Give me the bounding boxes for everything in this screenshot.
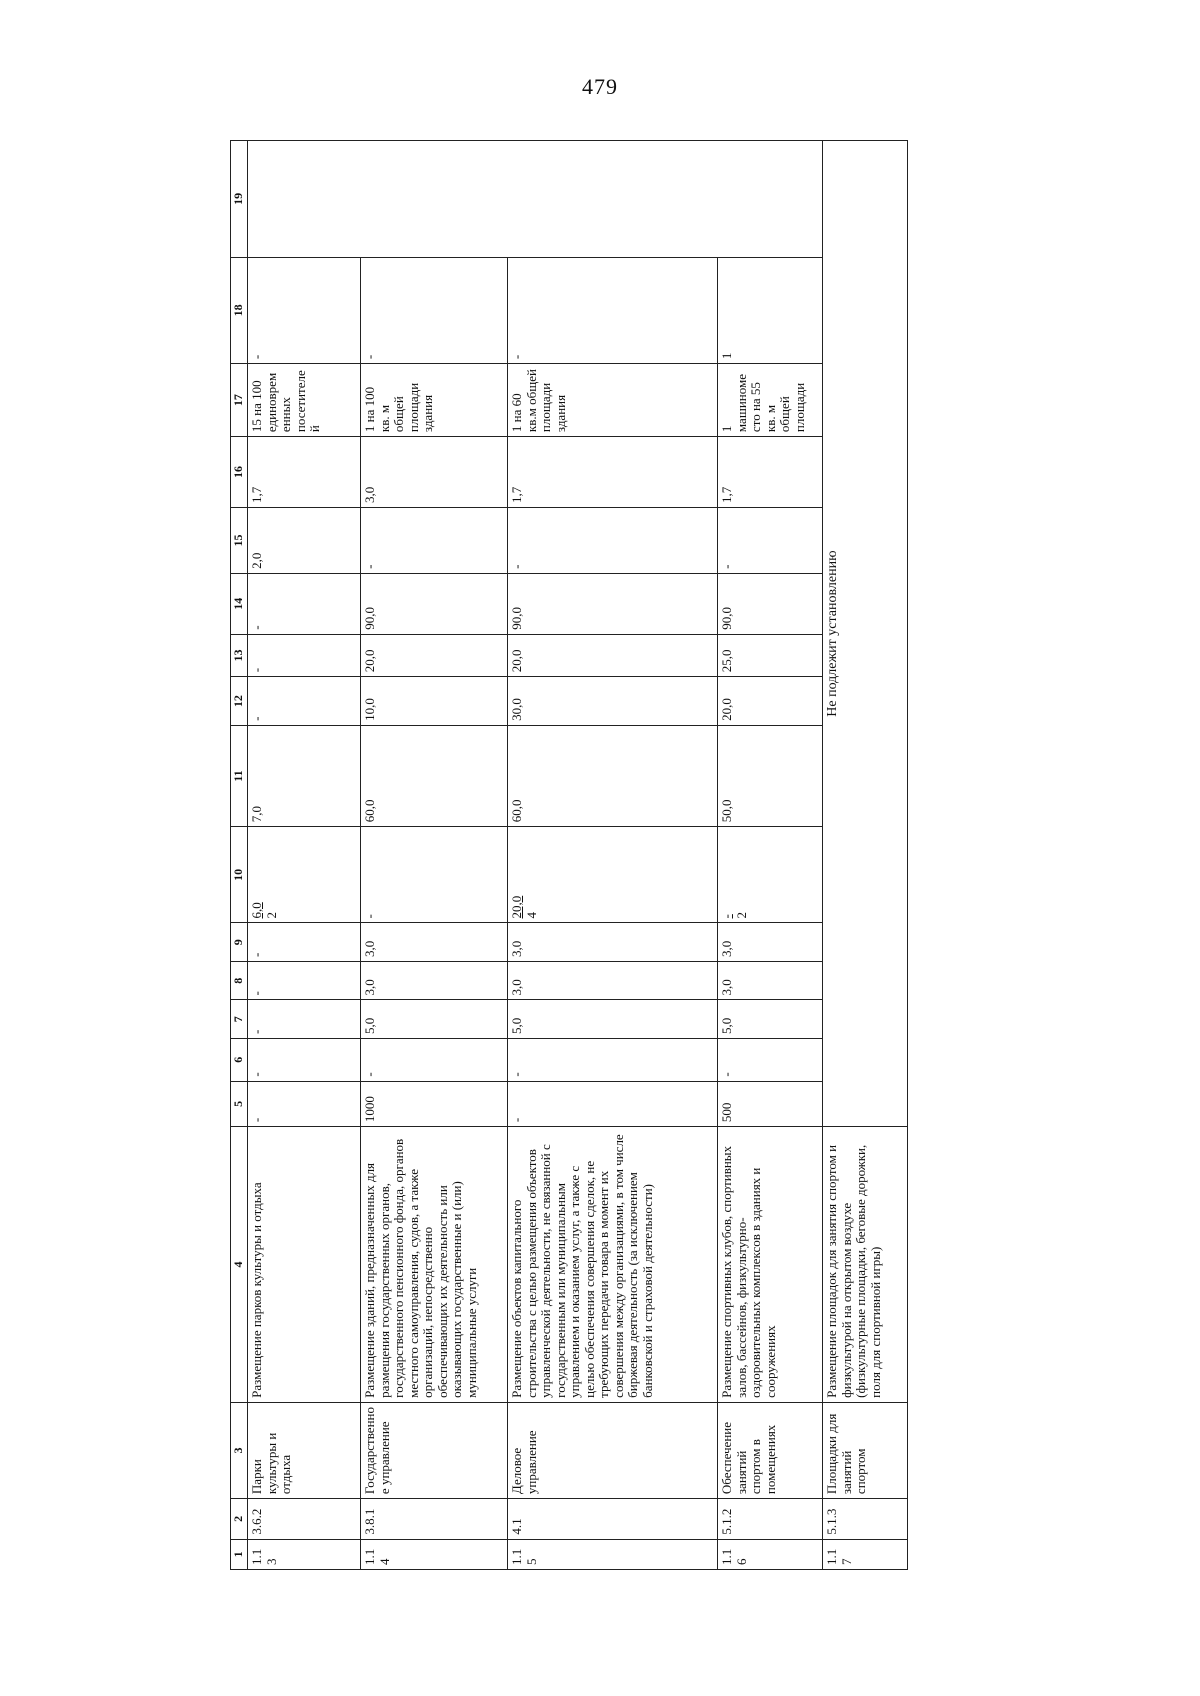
cell: - xyxy=(361,257,508,363)
row-number: 1.13 xyxy=(248,1539,361,1569)
use-code: 3.6.2 xyxy=(248,1499,361,1540)
col-header: 16 xyxy=(231,437,248,508)
row-number: 1.14 xyxy=(361,1539,508,1569)
cell: 90,0 xyxy=(508,573,718,634)
fraction-cell xyxy=(248,827,361,923)
col-header: 4 xyxy=(231,1127,248,1403)
col-header: 17 xyxy=(231,364,248,437)
cell: - xyxy=(508,1081,718,1127)
rotated-table-wrapper xyxy=(230,140,970,1570)
col-header: 2 xyxy=(231,1499,248,1540)
col-header: 12 xyxy=(231,677,248,726)
cell: 5,0 xyxy=(508,1000,718,1039)
cell: - xyxy=(248,923,361,962)
fraction-numerator: 20,0 xyxy=(509,895,524,919)
cell: 90,0 xyxy=(361,573,508,634)
cell: 3,0 xyxy=(361,437,508,508)
parking-norm: 1 на 60 кв.м общей площади здания xyxy=(508,364,718,437)
cell: 3,0 xyxy=(718,962,823,1001)
cell: 20,0 xyxy=(361,634,508,677)
cell: 7,0 xyxy=(248,725,361,826)
col-19-cell xyxy=(248,141,823,258)
use-name: Деловое управление xyxy=(508,1402,718,1498)
use-name: Обеспечение занятий спортом в помещениях xyxy=(718,1402,823,1498)
cell: - xyxy=(718,508,823,574)
use-code: 5.1.3 xyxy=(823,1499,908,1540)
regulations-table xyxy=(230,140,908,1570)
use-name: Парки культуры и отдыха xyxy=(248,1402,361,1498)
col-header: 15 xyxy=(231,508,248,574)
cell: - xyxy=(361,827,508,923)
cell: 25,0 xyxy=(718,634,823,677)
col-header: 13 xyxy=(231,634,248,677)
cell: - xyxy=(508,508,718,574)
cell: 3,0 xyxy=(508,923,718,962)
table-row xyxy=(248,141,361,1570)
use-code: 4.1 xyxy=(508,1499,718,1540)
fraction-cell xyxy=(718,827,823,923)
use-code: 5.1.2 xyxy=(718,1499,823,1540)
cell: 10,0 xyxy=(361,677,508,726)
cell: 5,0 xyxy=(361,1000,508,1039)
col-header: 5 xyxy=(231,1081,248,1127)
table-row xyxy=(361,141,508,1570)
col-header: 18 xyxy=(231,257,248,363)
col-header: 9 xyxy=(231,923,248,962)
cell: 2,0 xyxy=(248,508,361,574)
col-header: 3 xyxy=(231,1402,248,1498)
row-number: 1.16 xyxy=(718,1539,823,1569)
cell: 1 xyxy=(718,257,823,363)
cell: 30,0 xyxy=(508,677,718,726)
col-header: 7 xyxy=(231,1000,248,1039)
cell: 20,0 xyxy=(508,634,718,677)
cell: 90,0 xyxy=(718,573,823,634)
cell: - xyxy=(248,1000,361,1039)
use-description: Размещение парков культуры и отдыха xyxy=(248,1127,361,1403)
cell: - xyxy=(361,1039,508,1082)
col-header: 1 xyxy=(231,1539,248,1569)
fraction-cell xyxy=(508,827,718,923)
cell: - xyxy=(248,677,361,726)
row-number: 1.17 xyxy=(823,1539,908,1569)
cell: 1,7 xyxy=(718,437,823,508)
cell: 500 xyxy=(718,1081,823,1127)
fraction-denominator: 4 xyxy=(523,912,539,919)
cell: 1,7 xyxy=(508,437,718,508)
parking-norm: 15 на 100 единовременных посетителей xyxy=(248,364,361,437)
cell: 3,0 xyxy=(508,962,718,1001)
cell: - xyxy=(361,508,508,574)
parking-norm: 1 на 100 кв. м общей площади здания xyxy=(361,364,508,437)
col-header: 10 xyxy=(231,827,248,923)
cell: 1000 xyxy=(361,1081,508,1127)
use-description: Размещение площадок для занятия спортом и физкультурой на открытом воздухе (физкультурные площадки, беговые дорожки, поля для спортивной игры) xyxy=(823,1127,908,1403)
cell: 20,0 xyxy=(718,677,823,726)
use-description: Размещение объектов капитального строительства с целью размещения объектов управленческой деятельности, не связанной с государственным или муниципальным управлением и оказанием услуг, а также с целью обеспечения совершения сделок, не требующих передачи товара в момент их совершения между организациями, в том числе биржевая деятельность (за исключением банковской и страховой деятельности) xyxy=(508,1127,718,1403)
cell: - xyxy=(718,1039,823,1082)
col-header: 14 xyxy=(231,573,248,634)
fraction-denominator: 2 xyxy=(263,912,279,919)
use-description: Размещение спортивных клубов, спортивных залов, бассейнов, физкультурно-оздоровительных комплексов в зданиях и сооружениях xyxy=(718,1127,823,1403)
cell: - xyxy=(508,1039,718,1082)
page-number: 479 xyxy=(582,74,618,99)
use-name: Площадки для занятий спортом xyxy=(823,1402,908,1498)
cell: 3,0 xyxy=(361,962,508,1001)
fraction-numerator: - xyxy=(719,914,734,919)
col-header: 11 xyxy=(231,725,248,826)
col-header: 6 xyxy=(231,1039,248,1082)
table-row xyxy=(508,141,718,1570)
not-subject-to-establishment: Не подлежит установлению xyxy=(823,141,908,1127)
col-header: 19 xyxy=(231,141,248,258)
row-number: 1.15 xyxy=(508,1539,718,1569)
cell: - xyxy=(248,1039,361,1082)
use-code: 3.8.1 xyxy=(361,1499,508,1540)
fraction-numerator: 6,0 xyxy=(249,902,264,919)
cell: - xyxy=(248,257,361,363)
cell: 50,0 xyxy=(718,725,823,826)
cell: 1,7 xyxy=(248,437,361,508)
cell: - xyxy=(248,573,361,634)
cell: - xyxy=(248,1081,361,1127)
parking-norm: 1 машиноместо на 55 кв. м общей площади xyxy=(718,364,823,437)
use-description: Размещение зданий, предназначенных для размещения государственных органов, государственного пенсионного фонда, органов местного самоуправления, судов, а также организаций, непосредственно обеспечивающих их деятельность или оказывающих государственные и (или) муниципальные услуги xyxy=(361,1127,508,1403)
cell: 5,0 xyxy=(718,1000,823,1039)
cell: - xyxy=(248,634,361,677)
cell: 3,0 xyxy=(361,923,508,962)
use-name: Государственное управление xyxy=(361,1402,508,1498)
cell: 60,0 xyxy=(361,725,508,826)
table-row xyxy=(718,141,823,1570)
col-header: 8 xyxy=(231,962,248,1001)
table-row xyxy=(823,141,908,1570)
cell: - xyxy=(508,257,718,363)
cell: 60,0 xyxy=(508,725,718,826)
header-row xyxy=(231,141,248,1570)
cell: - xyxy=(248,962,361,1001)
fraction-denominator: 2 xyxy=(733,912,749,919)
cell: 3,0 xyxy=(718,923,823,962)
